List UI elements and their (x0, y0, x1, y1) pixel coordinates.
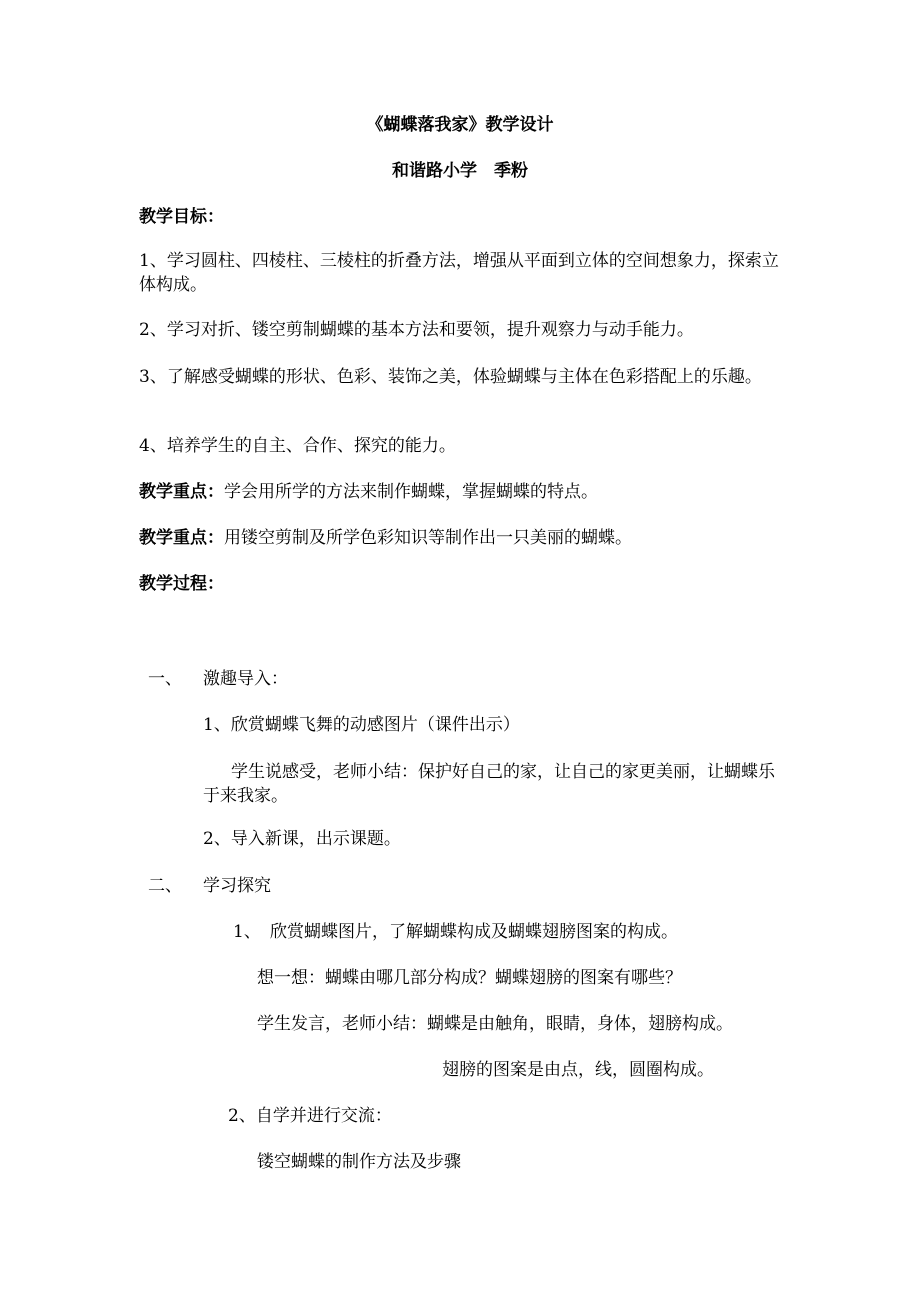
objective-item-2: 2、学习对折、镂空剪制蝴蝶的基本方法和要领，提升观察力与动手能力。 (139, 320, 694, 340)
section-1-step-1: 1、欣赏蝴蝶飞舞的动感图片（课件出示） (203, 715, 520, 735)
key-point-label: 教学重点： (139, 482, 224, 502)
section-2-answer-2: 翅膀的图案是由点，线，圆圈构成。 (442, 1060, 714, 1080)
section-2-step-1-text: 欣赏蝴蝶图片，了解蝴蝶构成及蝴蝶翅膀图案的构成。 (270, 922, 678, 942)
objective-item-3: 3、了解感受蝴蝶的形状、色彩、装饰之美，体验蝴蝶与主体在色彩搭配上的乐趣。 (139, 367, 762, 387)
key-point-text: 学会用所学的方法来制作蝴蝶，掌握蝴蝶的特点。 (224, 482, 598, 502)
key-point-label: 教学重点： (139, 528, 224, 548)
section-1-number: 一、 (148, 669, 182, 689)
section-2-step-2: 2、自学并进行交流： (228, 1106, 392, 1126)
key-point-text: 用镂空剪制及所学色彩知识等制作出一只美丽的蝴蝶。 (224, 528, 632, 548)
objectives-heading: 教学目标： (139, 207, 224, 227)
objective-item-1: 1、学习圆柱、四棱柱、三棱柱的折叠方法，增强从平面到立体的空间想象力，探索立体构成。 (139, 251, 779, 295)
section-1-title: 激趣导入： (203, 669, 288, 689)
author-line: 和谐路小学 季粉 (392, 161, 528, 181)
section-2-answer: 学生发言，老师小结：蝴蝶是由触角，眼睛，身体，翅膀构成。 (257, 1014, 733, 1034)
section-2-number: 二、 (148, 876, 182, 896)
process-heading: 教学过程： (139, 574, 224, 594)
key-point-1 (139, 481, 598, 503)
objective-item-4: 4、培养学生的自主、合作、探究的能力。 (139, 436, 456, 456)
section-1-step-1-detail: 学生说感受，老师小结：保护好自己的家，让自己的家更美丽，让蝴蝶乐于来我家。 (203, 762, 775, 806)
section-2-step-2-detail: 镂空蝴蝶的制作方法及步骤 (257, 1152, 461, 1172)
section-2-step-1-number: 1、 (233, 922, 261, 942)
section-1-step-2: 2、导入新课，出示课题。 (203, 829, 401, 849)
section-2-think: 想一想：蝴蝶由哪几部分构成？蝴蝶翅膀的图案有哪些？ (257, 968, 682, 988)
key-point-2 (139, 527, 632, 549)
section-2-title: 学习探究 (203, 876, 271, 896)
document-title: 《蝴蝶落我家》教学设计 (366, 115, 554, 135)
